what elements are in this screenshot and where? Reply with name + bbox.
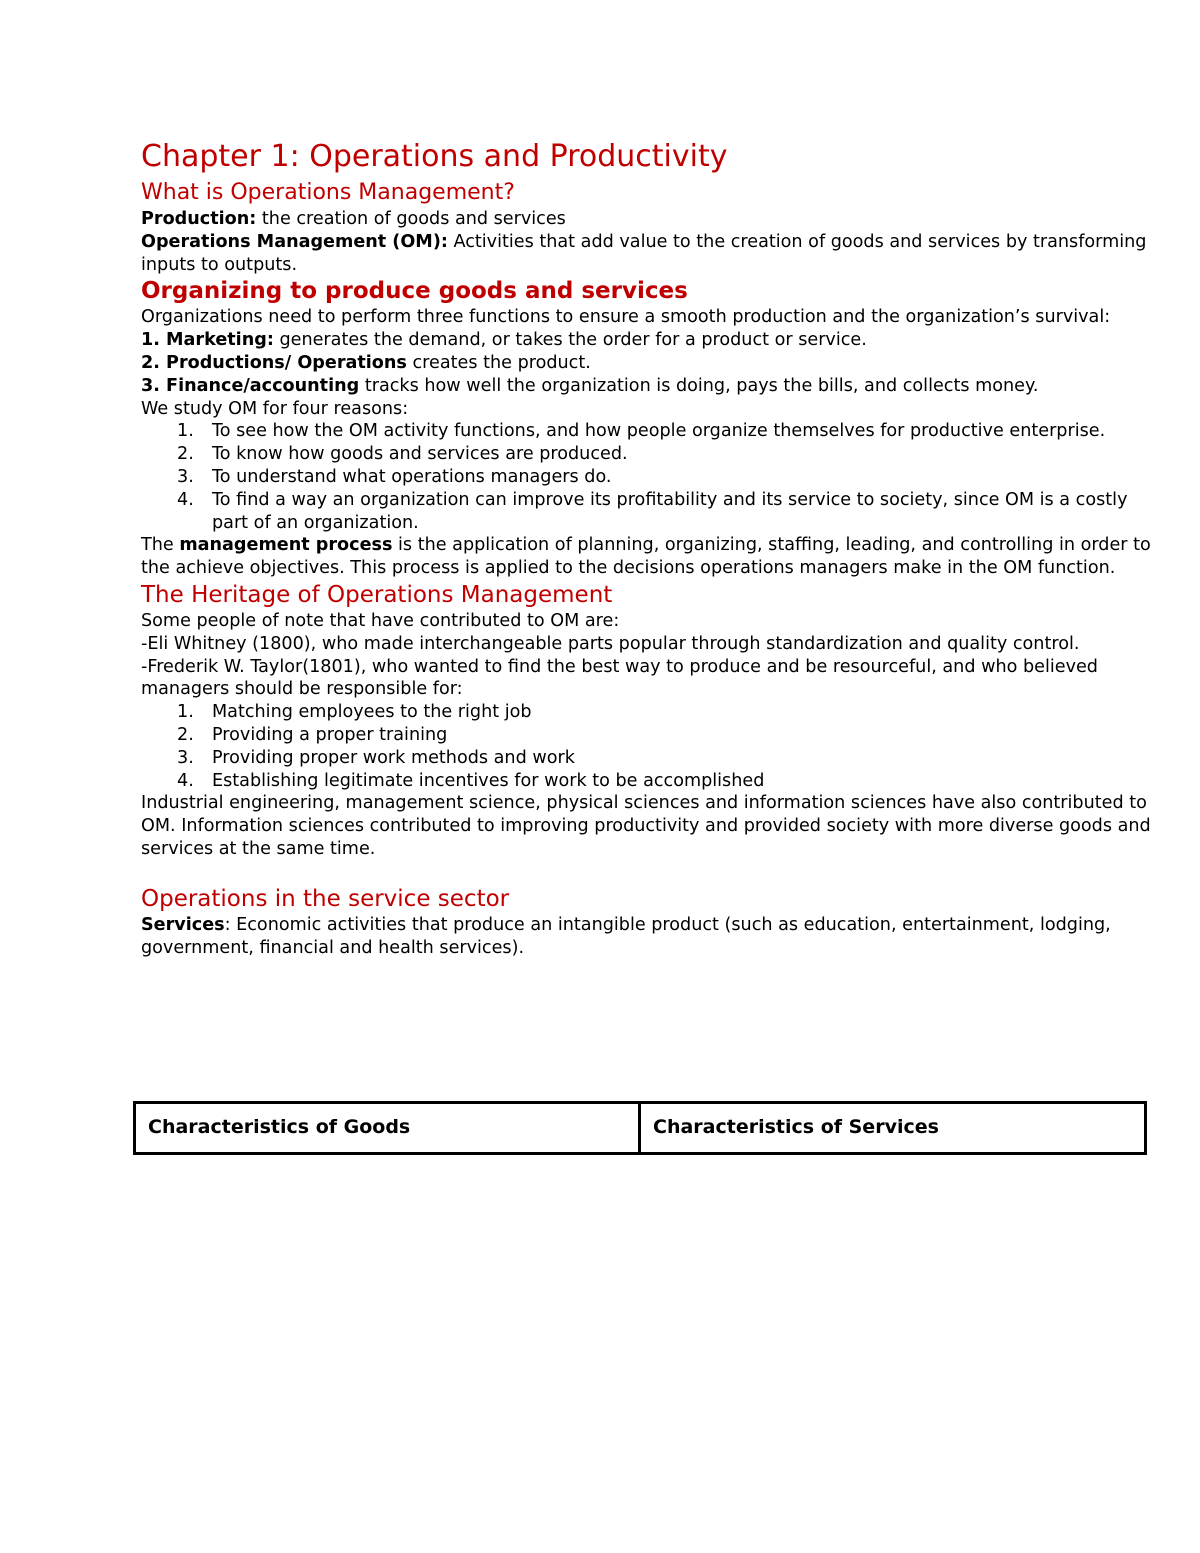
production-term: Production: [141,209,257,229]
heritage-whitney: -Eli Whitney (1800), who made interchangeable parts popular through standardization and quality control. [141,633,1080,654]
list-number: 2. [177,444,194,465]
production-def: the creation of goods and services [256,209,566,229]
heritage-intro: Some people of note that have contributed to OM are: [141,610,620,631]
table-header-goods: Characteristics of Goods [136,1104,641,1152]
function-finance [141,375,1151,398]
list-number: 3. [177,747,194,768]
heading-organizing: Organizing to produce goods and services [141,278,688,305]
list-item [141,466,1151,489]
list-item [141,747,1151,770]
heritage-closing: Industrial engineering, management science, physical sciences and information sciences have also contributed to OM. Information sciences contributed to improving productivity and provided society with more diverse goods and services at the same time. [141,793,1151,859]
function-operations [141,352,1151,375]
list-number: 4. [177,489,194,510]
list-item [141,701,1151,724]
list-item [141,420,1151,443]
services-term: Services [141,914,225,935]
list-text: To find a way an organization can improve its profitability and its service to society, since OM is a costly part of an organization. [212,489,1128,533]
om-definition [141,231,1151,277]
function-operations-text: creates the product. [406,352,591,373]
management-process-paragraph [141,534,1151,580]
production-definition [141,208,1151,231]
list-text: Establishing legitimate incentives for work to be accomplished [212,770,765,791]
heading-service-sector: Operations in the service sector [141,885,510,912]
heading-what-is-om: What is Operations Management? [141,180,515,205]
mp-post: is the application of planning, organizing, staffing, leading, and controlling in order to the achieve objectives. This process is applied to the decisions operations managers make in the OM function. [141,535,1151,579]
list-text: To understand what operations managers do. [212,466,612,487]
list-number: 4. [177,770,194,791]
services-def: : Economic activities that produce an intangible product (such as education, entertainment, lodging, government, financial and health services). [141,914,1111,958]
chapter-title: Chapter 1: Operations and Productivity [141,139,728,174]
function-marketing-text: generates the demand, or takes the order for a product or service. [273,330,867,351]
organizing-intro: Organizations need to perform three functions to ensure a smooth production and the organization’s survival: [141,307,1111,328]
services-definition [141,914,1151,960]
list-text: To know how goods and services are produced. [212,444,628,465]
list-item [141,724,1151,747]
list-text: Providing proper work methods and work [212,747,575,768]
function-marketing [141,329,1151,352]
document-page [141,136,1151,959]
heading-heritage: The Heritage of Operations Management [141,581,613,608]
reasons-list [141,420,1151,534]
spacer [141,861,1151,884]
list-text: Providing a proper training [212,724,448,745]
taylor-list [141,701,1151,792]
function-marketing-term: 1. Marketing: [141,330,274,351]
mp-term: management process [179,535,393,556]
om-def: Activities that add value to the creation of goods and services by transforming inputs to outputs. [141,231,1147,275]
characteristics-table [133,1101,1147,1155]
list-text: Matching employees to the right job [212,702,532,723]
list-number: 3. [177,466,194,487]
list-text: To see how the OM activity functions, and how people organize themselves for productive enterprise. [212,421,1106,442]
function-operations-term: 2. Productions/ Operations [141,352,407,373]
list-item [141,770,1151,793]
function-finance-term: 3. Finance/accounting [141,375,360,396]
list-item [141,489,1151,535]
heritage-taylor: -Frederik W. Taylor(1801), who wanted to find the best way to produce and be resourceful, and who believed managers should be responsible for: [141,656,1098,700]
list-item [141,443,1151,466]
table-header-services: Characteristics of Services [653,1116,939,1138]
function-finance-text: tracks how well the organization is doing, pays the bills, and collects money. [359,375,1039,396]
om-term: Operations Management (OM): [141,231,448,252]
list-number: 1. [177,702,194,723]
list-number: 1. [177,421,194,442]
mp-pre: The [141,535,180,556]
list-number: 2. [177,724,194,745]
reasons-intro: We study OM for four reasons: [141,398,409,419]
